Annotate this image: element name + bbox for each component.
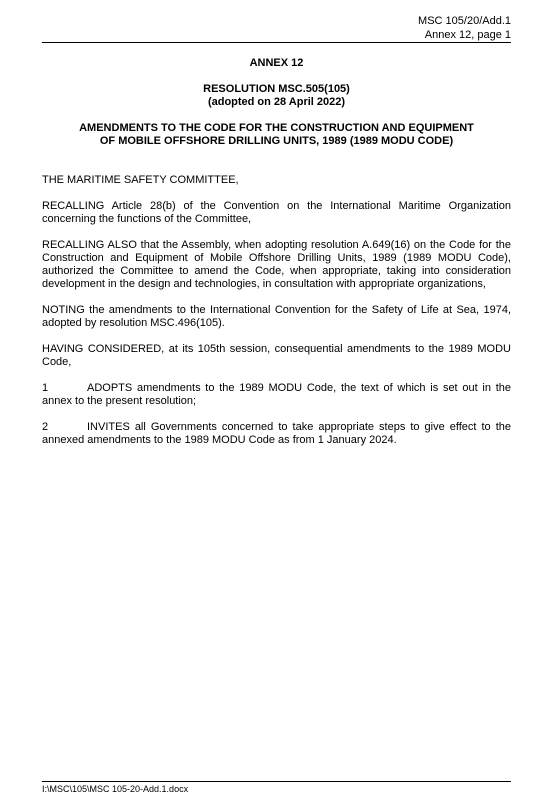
recalling-paragraph: RECALLING Article 28(b) of the Convention on the International Maritime Organization concerning the functions of the Committee, [42,200,511,225]
operative-number-2: 2 [42,421,49,433]
operative-paragraph-1 [42,382,511,408]
resolution-body [42,174,511,460]
operative-paragraph-2 [42,421,511,447]
operative-text-2: INVITES all Governments concerned to take appropriate steps to give effect to the annexed amendments to the 1989 MODU Code as from 1 January 2024. [42,421,511,446]
adoption-date: (adopted on 28 April 2022) [207,96,346,108]
page-reference: Annex 12, page 1 [424,29,511,41]
header-divider [42,42,511,43]
having-considered-paragraph: HAVING CONSIDERED, at its 105th session, consequential amendments to the 1989 MODU Code, [42,343,511,368]
noting-paragraph: NOTING the amendments to the International Convention for the Safety of Life at Sea, 1974, adopted by resolution MSC.496(105). [42,304,511,329]
committee-line: THE MARITIME SAFETY COMMITTEE, [42,174,239,186]
resolution-heading [42,83,511,109]
annex-title: ANNEX 12 [249,57,304,69]
document-header [418,14,511,42]
document-reference: MSC 105/20/Add.1 [418,15,511,27]
resolution-number: RESOLUTION MSC.505(105) [203,83,350,95]
operative-text-1: ADOPTS amendments to the 1989 MODU Code, the text of which is set out in the annex to the present resolution; [42,382,511,407]
amendments-title [42,122,511,148]
recalling-also-paragraph: RECALLING ALSO that the Assembly, when adopting resolution A.649(16) on the Code for the Construction and Equipment of Mobile Offshore Drilling Units, 1989 (1989 MODU Code), authorized the Committee to amend the Code, when appropriate, taking into consideration development in the design and technologies, in consultation with appropriate organizations, [42,239,511,290]
operative-number-1: 1 [42,382,49,394]
amendments-title-line-1: AMENDMENTS TO THE CODE FOR THE CONSTRUCTION AND EQUIPMENT [79,122,474,134]
footer-file-path: I:\MSC\105\MSC 105-20-Add.1.docx [42,784,189,794]
footer-divider [42,781,511,782]
amendments-title-line-2: OF MOBILE OFFSHORE DRILLING UNITS, 1989 (1989 MODU CODE) [99,135,454,147]
